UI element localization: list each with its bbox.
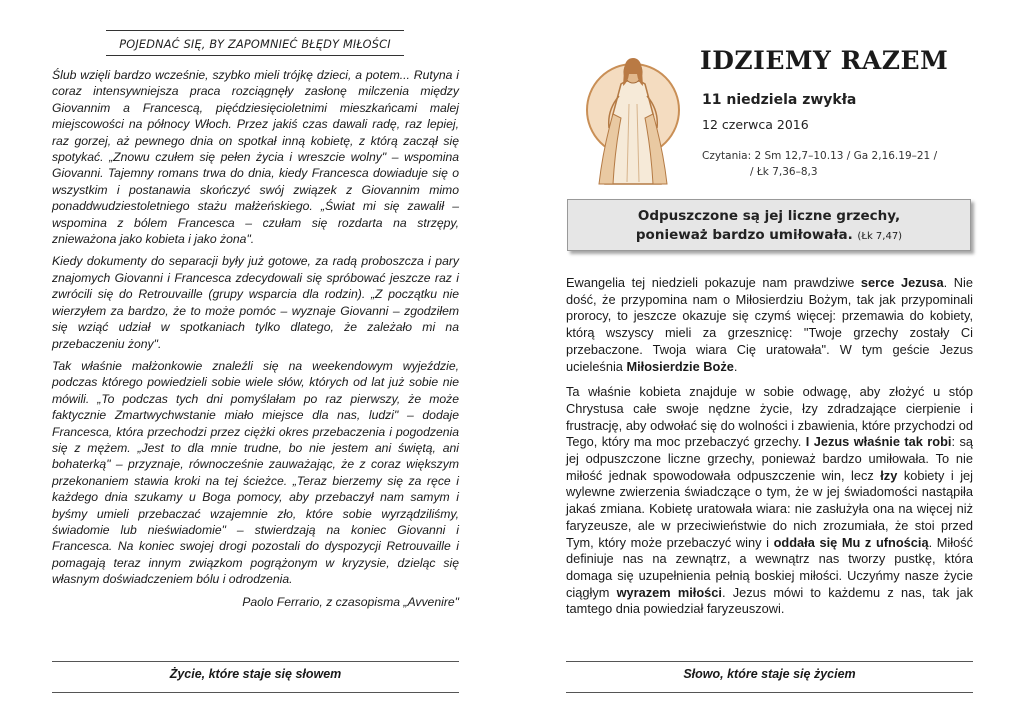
readings-line [702,148,972,180]
text-run-gospel-p2-0: Ta właśnie kobieta znajduje w sobie odwagę, aby złożyć u stóp Chrystusa całe swoje nędzne życie, łzy zdradzające cierpienie i frustrację, aby odwołać się do wolności i zbawienia, które przychodzi od Tego, który ma moc przebaczyć grzechy. [566,384,973,450]
left-footer-rule-bottom [52,692,459,693]
story-paragraph-2: Kiedy dokumenty do separacji były już gotowe, za radą proboszcza i pary znajomych Giovanni i Francesca zdecydowali się spróbować jeszcze raz i zwrócili się do Retrouvaille (grupy wsparcia dla rodzin). „Z początku nie wierzyłem za bardzo, że to może pomóc – wyznaje Giovanni – zgodziłem się wziąć udział w spotkaniach tylko dlatego, że zależało mi na przebaczeniu żony". [52,254,459,351]
left-page-header [106,30,404,56]
text-run-gospel-p2-4: kobiety i jej wylewne zwierzenia świadczące o tym, że w jej świadomości nastąpiła jakaś zmiana. Kobietę uratowała wiara: nie zasłużyła ona na więcej niż faryzeusze, ale w przeciwieństwie do nich zrozumiała, że stoi przed Tym, który może przebaczyć winy i [566,467,973,550]
story-article [52,67,459,616]
emphasis-gospel-p2-3: łzy [880,467,898,483]
masthead-title: IDZIEMY RAZEM [700,46,949,75]
left-footer-rule-top [52,661,459,662]
emphasis-gospel-p2-7: wyrazem miłości [616,584,722,600]
right-page-footer: Słowo, które staje się życiem [683,667,856,681]
quote-line-2-text: ponieważ bardzo umiłowała. [635,227,853,243]
gospel-paragraph-2 [566,384,973,618]
sunday-title: 11 niedziela zwykła [702,92,857,108]
scripture-quote-box [567,199,971,251]
jesus-figure-icon [583,44,683,194]
quote-line-1: Odpuszczone są jej liczne grzechy, [637,208,901,224]
story-paragraph-1: Ślub wzięli bardzo wcześnie, szybko mieli trójkę dzieci, a potem... Rutyna i coraz intensywniejsza praca rozciągnęły zasłonę milczenia między Giovannim a Francescą, pięćdziesięcioletnimi mieszkańcami malej miejscowości na północy Włoch. Przez jakiś czas dawali radę, raz lepiej, raz gorzej, aż pewnego dnia on spotkał inną kobietę, z którą zaczął się spotykać. „Znowu czułem się pełen życia i wreszcie wolny" – wspomina Giovanni. Tajemny romans trwa do dnia, kiedy Francesca dowiaduje się o wszystkim i postanawia skończyć swój związek z Giovannim mimo ponaddwudziestoletniego stażu małżeńskiego. „Świat mi się zawalił – wspomina z bólem Francesca – czułam się rozdarta na strzępy, znieważona jako kobieta i jako żona". [52,68,459,247]
readings-line-1: Czytania: 2 Sm 12,7–10.13 / Ga 2,16.19–21 / [702,150,938,162]
text-run-gospel-p2-2: : są jej odpuszczone liczne grzechy, ponieważ bardzo umiłowała. To nie miłość jednak spowodowała odpuszczenie win, lecz [566,434,973,483]
text-run-gospel-p2-8: . Jezus mówi to każdemu z nas, tak jak tamtego dnia powiedział faryzeuszowi. [566,584,973,617]
date-line: 12 czerwca 2016 [702,117,809,132]
text-run-gospel-p1-2: . Nie dość, że przypomina nam o Miłosierdziu Bożym, tak jak przypominali prorocy, to jeszcze okazuje się czymś więcej: przemawia do kobiety, którą wszyscy mieli za grzesznicę: "Twoje grzechy zostały Ci przebaczone. Twoja wiara Cię uratowała". W tym geście Jezus ucieleśnia [566,275,974,374]
text-run-gospel-p1-0: Ewangelia tej niedzieli pokazuje nam prawdziwe [566,275,861,290]
emphasis-gospel-p1-1: serce Jezusa [860,275,944,290]
right-footer-rule-bottom [566,692,973,693]
story-author: Paolo Ferrario, z czasopisma „Avvenire" [242,594,459,609]
quote-reference: (Łk 7,47) [857,231,903,242]
emphasis-gospel-p2-5: oddała się Mu z ufnością [773,534,929,550]
gospel-reflection [566,275,973,627]
left-page-header-title: POJEDNAĆ SIĘ, BY ZAPOMNIEĆ BŁĘDY MIŁOŚCI [119,38,391,51]
text-run-gospel-p1-4: . [733,358,738,374]
right-footer-rule-top [566,661,973,662]
readings-line-2: / Łk 7,36–8,3 [750,166,818,178]
text-run-gospel-p2-6: . Miłość definiuje nas na zewnątrz, a wewnątrz nas tworzy pustkę, która domaga się uzupełnienia pełnią boskiej miłości. Uczyńmy nasze życie ciągłym [566,534,974,600]
emphasis-gospel-p1-3: Miłosierdzie Boże [626,358,734,374]
emphasis-gospel-p2-1: I Jezus właśnie tak robi [805,434,952,450]
story-paragraph-3: Tak właśnie małżonkowie znaleźli się na weekendowym wyjeździe, podczas którego powiedzieli sobie wiele słów, których od lat już sobie nie mówili. „To podczas tych dni pomyślałam po raz pierwszy, że może faktycznie Zmartwychwstanie miało miejsce dla nas, ludzi" – dodaje Francesca, która przechodzi przez ciężki okres przebaczenia i pogodzenia się z mężem. „Jest to dla mnie trudne, bo nie jestem ani świętą, ani bohaterką" – przyznaje, równocześnie zauważając, że z coraz większym przekonaniem stawia kroki na tej ścieżce. „Teraz bierzemy się za ręce i każdego dnia szukamy u Boga pomocy, aby przebaczył nam samym i byśmy umieli przebaczać wzajemnie zło, które sobie wyrządziliśmy, świadomie lub nieświadomie" – stwierdzają na koniec Giovanni i Francesca. Na koniec swojej drogi pozostali do dyspozycji Retrouvaille i pomagają teraz innym związkom pogrążonym w kryzysie, dzieląc się własnym doświadczeniem bólu i odrodzenia. [52,358,459,587]
quote-line-2 [568,226,970,246]
gospel-paragraph-1 [566,275,973,375]
left-page-footer: Życie, które staje się słowem [169,667,342,681]
